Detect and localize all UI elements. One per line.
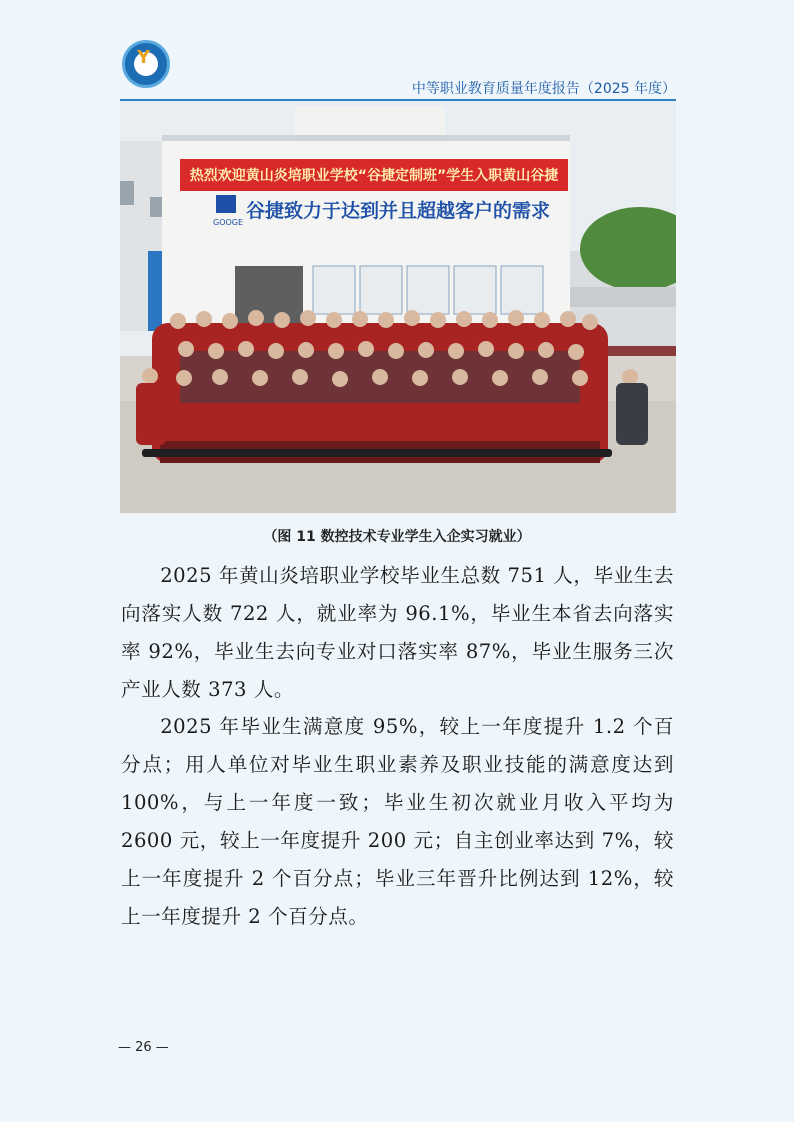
figure-caption: （图 11 数控技术专业学生入企实习就业）: [263, 529, 531, 545]
satisfaction-stats-paragraph: 2025 年毕业生满意度 95%，较上一年度提升 1.2 个百分点；用人单位对毕业生职业素养及职业技能的满意度达到 100%，与上一年度一致；毕业生初次就业月收入平均为 2600 元，较上一年度提升 200 元；自主创业率达到 7%，较上一年度提升 2 个百分点；毕业三年晋升比例达到 12%，较上一年度提升 2 个百分点。: [121, 715, 674, 928]
report-header-title: 中等职业教育质量年度报告（2025 年度）: [411, 81, 676, 97]
page-number: — 26 —: [118, 1040, 169, 1055]
student-group: [136, 310, 648, 463]
employment-stats-paragraph: 2025 年黄山炎培职业学校毕业生总数 751 人，毕业生去向落实人数 722 人，就业率为 96.1%，毕业生本省去向落实率 92%，毕业生去向专业对口落实率 87%，毕业生服务三次产业人数 373 人。: [121, 564, 674, 701]
school-logo: [122, 40, 170, 88]
group-photo: [120, 101, 676, 513]
company-logo-text: GOOGE: [213, 218, 244, 227]
slogan-text: 谷捷致力于达到并且超越客户的需求: [246, 200, 551, 222]
logo-mark-icon: Y: [137, 47, 151, 68]
banner-text: 热烈欢迎黄山炎培职业学校“谷捷定制班”学生入职黄山谷捷: [189, 168, 559, 184]
